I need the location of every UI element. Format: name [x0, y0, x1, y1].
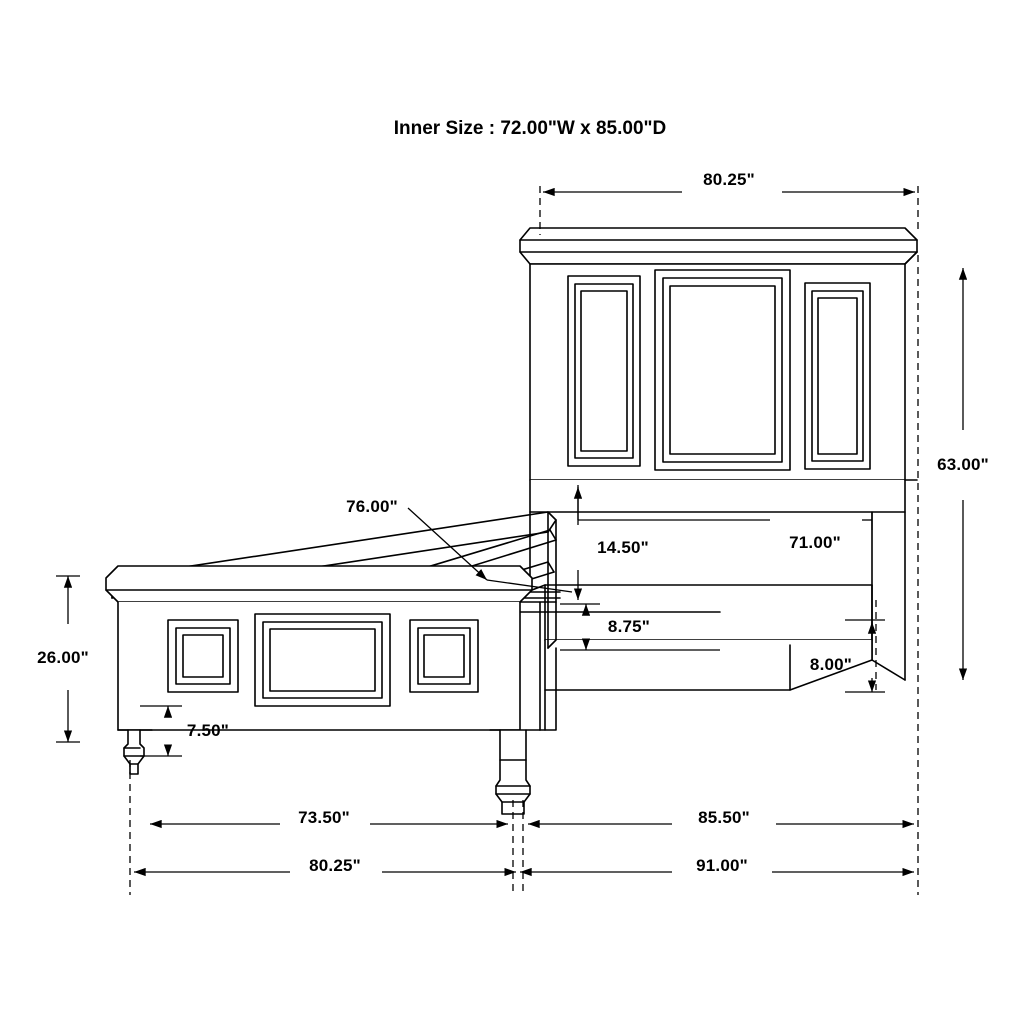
dimension-side-length: 85.50": [698, 808, 750, 827]
dimension-headboard-width-top: 80.25": [703, 170, 755, 189]
diagram-title: Inner Size : 72.00"W x 85.00"D: [393, 118, 667, 139]
dimension-footboard-height: 26.00": [37, 648, 89, 667]
dimension-footboard-outer-width: 80.25": [309, 856, 361, 875]
dimension-slat-height: 8.75": [607, 617, 651, 636]
dimension-foot-post-height: 7.50": [186, 721, 230, 740]
dimension-deck-to-rail: 14.50": [597, 538, 649, 557]
dimension-rail-bottom-height: 8.00": [809, 655, 853, 674]
dimension-headboard-clearance: 71.00": [789, 533, 841, 552]
dimension-footboard-width: 73.50": [298, 808, 350, 827]
dimension-rail-length: 76.00": [346, 497, 398, 516]
dimension-headboard-height: 63.00": [937, 455, 989, 474]
dimension-overall-length: 91.00": [696, 856, 748, 875]
